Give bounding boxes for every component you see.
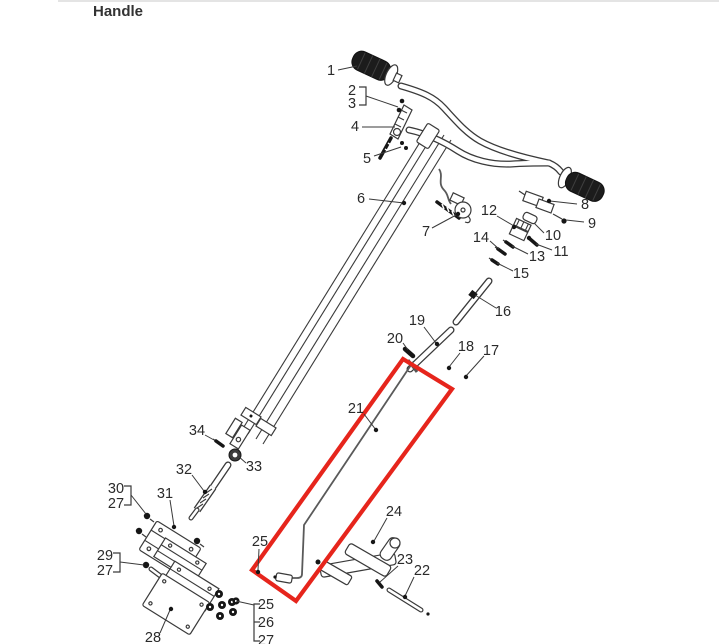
- part-label-12: 12: [480, 202, 498, 219]
- part-label-14: 14: [472, 229, 490, 246]
- part-label-4: 4: [350, 118, 360, 135]
- part-label-23: 23: [396, 551, 414, 568]
- part-label-8: 8: [580, 196, 590, 213]
- page-title: Handle: [93, 3, 144, 20]
- leader-dot-12: [512, 225, 516, 229]
- leader-line-6: [369, 199, 404, 203]
- leader-dot-21: [374, 428, 378, 432]
- leader-line-15: [497, 263, 513, 271]
- part-label-27: 27: [257, 632, 275, 644]
- leader-dot-8: [547, 199, 551, 203]
- leader-dot-32: [203, 490, 207, 494]
- part-label-31: 31: [156, 485, 174, 502]
- part-label-25: 25: [251, 533, 269, 550]
- leader-dot-6: [402, 201, 406, 205]
- part-label-33: 33: [245, 458, 263, 475]
- pin-20: [405, 349, 413, 356]
- bolt-15: [489, 258, 498, 264]
- part-label-6: 6: [356, 190, 366, 207]
- label-bracket-leader-0: [366, 96, 398, 107]
- rod-22: [389, 590, 430, 616]
- part-label-24: 24: [385, 503, 403, 520]
- part-label-19: 19: [408, 312, 426, 329]
- bolt-pin-29: [143, 562, 163, 578]
- grip-left: [349, 47, 405, 89]
- leader-line-19: [424, 327, 436, 343]
- leader-dot-17: [464, 375, 468, 379]
- leader-line-24: [374, 518, 387, 541]
- part-label-9: 9: [587, 215, 597, 232]
- part-label-21: 21: [347, 400, 365, 417]
- leader-dot-7: [456, 212, 460, 216]
- leader-line-14: [490, 241, 499, 249]
- part-label-25: 25: [257, 596, 275, 613]
- leader-line-9: [566, 220, 584, 222]
- leader-line-25: [258, 549, 259, 570]
- part-label-10: 10: [544, 227, 562, 244]
- leader-line-5: [374, 147, 401, 156]
- part-label-22: 22: [413, 562, 431, 579]
- shaft-clamp: [416, 123, 440, 149]
- pin-23: [377, 581, 382, 587]
- leader-dot-18: [447, 366, 451, 370]
- part-label-15: 15: [512, 265, 530, 282]
- screw-34: [213, 439, 223, 446]
- part-label-34: 34: [188, 422, 206, 439]
- label-bracket-1: [124, 486, 131, 505]
- leader-line-32: [192, 475, 204, 491]
- label-bracket-2: [113, 553, 120, 572]
- part-label-17: 17: [482, 342, 500, 359]
- screw-9: [553, 214, 567, 224]
- leader-dot-25: [256, 570, 260, 574]
- leader-line-8: [550, 201, 577, 204]
- part-label-27: 27: [107, 495, 125, 512]
- part-label-3: 3: [347, 95, 357, 112]
- label-bracket-0: [359, 87, 366, 105]
- label-bracket-leader-2: [120, 562, 144, 565]
- leader-line-34: [205, 435, 214, 440]
- spring-tube-32: [191, 465, 228, 518]
- shift-lever-24: [316, 536, 402, 586]
- part-label-30: 30: [107, 480, 125, 497]
- screws-5: [400, 141, 408, 150]
- bushing-33: [229, 449, 241, 461]
- leader-dot-22: [403, 595, 407, 599]
- bolt-14: [495, 247, 505, 254]
- leader-dot-28: [169, 607, 173, 611]
- bolt-13: [503, 240, 513, 247]
- leader-dot-24: [371, 540, 375, 544]
- leader-line-16: [475, 295, 496, 308]
- leader-line-31: [170, 500, 174, 526]
- leader-dot-19: [435, 342, 439, 346]
- bolt-11: [527, 236, 537, 245]
- part-label-5: 5: [362, 150, 372, 167]
- part-label-27: 27: [96, 562, 114, 579]
- brake-lever-assembly: [437, 169, 471, 223]
- part-label-29: 29: [96, 547, 114, 564]
- leader-line-12: [497, 216, 514, 226]
- part-label-18: 18: [457, 338, 475, 355]
- handlebar: [401, 86, 561, 172]
- part-label-7: 7: [421, 223, 431, 240]
- part-label-11: 11: [553, 243, 569, 260]
- leader-line-13: [512, 246, 528, 254]
- leader-dot-31: [172, 525, 176, 529]
- handle-shaft-tubes: [226, 126, 451, 449]
- part-label-26: 26: [257, 614, 275, 631]
- leader-line-17: [466, 356, 484, 376]
- part-label-28: 28: [144, 629, 162, 644]
- leader-line-18: [449, 353, 460, 367]
- leader-line-7: [432, 214, 458, 228]
- part-label-2: 2: [347, 82, 357, 99]
- part-label-32: 32: [175, 461, 193, 478]
- label-bracket-leader-1: [131, 495, 146, 514]
- part-label-13: 13: [528, 248, 546, 265]
- part-label-20: 20: [386, 330, 404, 347]
- leader-line-10: [534, 223, 544, 233]
- tube-16: [456, 281, 489, 322]
- part-label-16: 16: [494, 303, 512, 320]
- leader-line-22: [405, 577, 414, 596]
- part-label-1: 1: [326, 62, 336, 79]
